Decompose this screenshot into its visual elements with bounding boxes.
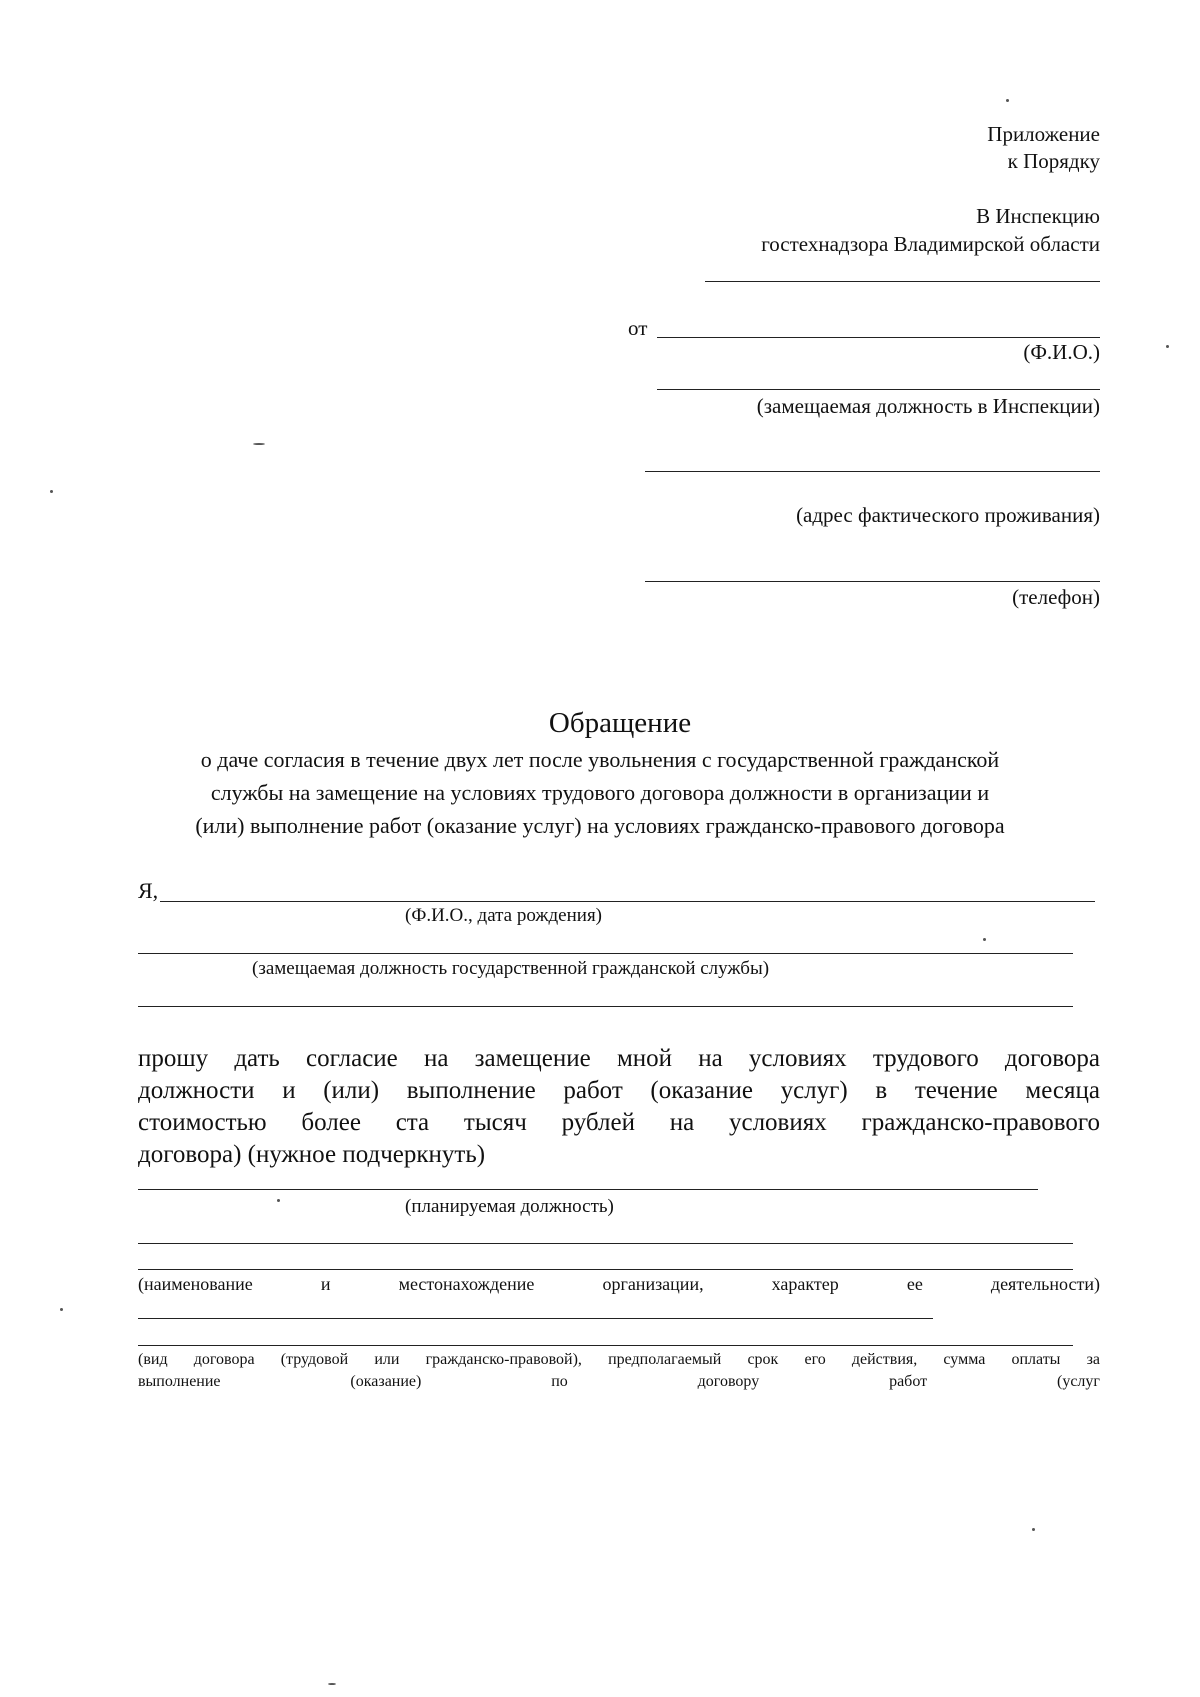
- position-field[interactable]: [657, 389, 1100, 390]
- appendix-line-1: Приложение: [987, 122, 1100, 146]
- organization-caption-word: ее: [906, 1274, 923, 1294]
- organization-caption-word: деятельности): [990, 1274, 1100, 1294]
- address-caption: (адрес фактического проживания): [796, 503, 1100, 527]
- scan-speck: [328, 1683, 336, 1685]
- contract-caption-word: выполнение: [138, 1373, 221, 1390]
- civil-position-caption: (замещаемая должность государственной гражданской службы): [252, 958, 770, 979]
- organization-field[interactable]: [138, 1269, 1073, 1270]
- organization-caption-word: организации,: [602, 1274, 704, 1294]
- position-caption: (замещаемая должность в Инспекции): [756, 394, 1100, 418]
- request-paragraph: [138, 1043, 1100, 1171]
- planned-position-field-2[interactable]: [138, 1243, 1073, 1244]
- scan-speck: [253, 443, 265, 445]
- scan-speck: [1006, 99, 1009, 102]
- document-title: Обращение: [548, 707, 692, 739]
- contract-caption: [138, 1350, 1100, 1391]
- applicant-fio-field[interactable]: [160, 901, 1095, 902]
- contract-caption-line-2: [138, 1372, 1100, 1391]
- scan-speck: [50, 490, 53, 493]
- contract-caption-word: договору: [697, 1373, 760, 1390]
- contract-caption-word: (услуг: [1056, 1373, 1100, 1390]
- contract-field[interactable]: [138, 1345, 1073, 1346]
- fio-field[interactable]: [657, 337, 1100, 338]
- civil-position-field-2[interactable]: [138, 1006, 1073, 1007]
- organization-caption-word: (наименование: [138, 1274, 253, 1294]
- organization-caption: [138, 1274, 1100, 1295]
- scan-speck: [60, 1308, 63, 1311]
- applicant-fio-caption: (Ф.И.О., дата рождения): [405, 905, 603, 926]
- scan-speck: [1032, 1528, 1035, 1531]
- contract-caption-word: по: [551, 1373, 568, 1390]
- subtitle-line-3: (или) выполнение работ (оказание услуг) на условиях гражданско-правового договора: [195, 813, 1005, 838]
- contract-caption-word: работ: [889, 1373, 928, 1390]
- addressee-line-1: В Инспекцию: [976, 204, 1100, 228]
- phone-caption: (телефон): [1012, 585, 1100, 609]
- addressee: [600, 204, 1100, 257]
- addressee-underline[interactable]: [705, 281, 1100, 282]
- planned-position-field[interactable]: [138, 1189, 1038, 1190]
- planned-position-caption: (планируемая должность): [405, 1196, 614, 1217]
- request-line-2: должности и (или) выполнение работ (оказание услуг) в течение месяца: [138, 1077, 1100, 1104]
- civil-position-field[interactable]: [138, 953, 1073, 954]
- addressee-line-2: гостехнадзора Владимирской области: [761, 232, 1100, 256]
- subtitle-line-2: службы на замещение на условиях трудового договора должности в организации и: [210, 780, 990, 805]
- request-line-1: прошу дать согласие на замещение мной на условиях трудового договора: [138, 1045, 1100, 1072]
- subtitle-line-1: о даче согласия в течение двух лет после увольнения с государственной гражданской: [200, 747, 1000, 772]
- appendix-title: [700, 122, 1100, 174]
- request-line-3: стоимостью более ста тысяч рублей на условиях гражданско-правового: [138, 1109, 1100, 1136]
- scan-speck: [277, 1199, 280, 1202]
- fio-caption: (Ф.И.О.): [1023, 340, 1100, 364]
- scan-speck: [1166, 345, 1169, 348]
- appendix-line-2: к Порядку: [1007, 149, 1100, 173]
- organization-field-2[interactable]: [138, 1318, 933, 1319]
- scan-speck: [983, 938, 986, 941]
- organization-caption-word: и: [320, 1274, 331, 1294]
- from-label: от: [628, 316, 648, 340]
- applicant-prefix: Я,: [138, 878, 159, 903]
- contract-caption-word: (оказание): [350, 1373, 422, 1390]
- request-line-4: договора) (нужное подчеркнуть): [138, 1141, 486, 1168]
- contract-caption-line-1: (вид договора (трудовой или гражданско-правовой), предполагаемый срок его действия, сумма оплаты за: [138, 1351, 1100, 1368]
- phone-field[interactable]: [645, 581, 1100, 582]
- organization-caption-word: характер: [771, 1274, 839, 1294]
- address-field[interactable]: [645, 471, 1100, 472]
- organization-caption-word: местонахождение: [398, 1274, 535, 1294]
- document-subtitle: [100, 747, 1100, 839]
